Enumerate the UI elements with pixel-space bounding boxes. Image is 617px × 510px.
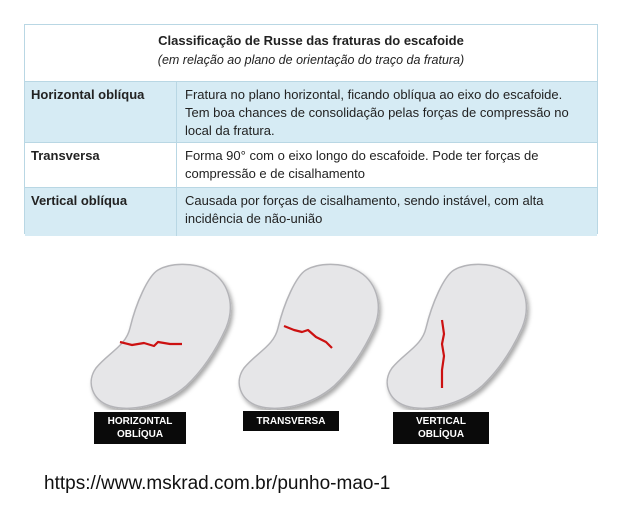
source-url: https://www.mskrad.com.br/punho-mao-1 [44, 473, 391, 494]
table-title: Classificação de Russe das fraturas do escafoide [158, 33, 464, 48]
fracture-type-cell: Transversa [25, 143, 177, 187]
fracture-type-cell: Vertical oblíqua [25, 188, 177, 236]
scaphoid-bone-transverse [239, 264, 378, 408]
fracture-description-cell: Fratura no plano horizontal, ficando oblíqua ao eixo do escafoide. Tem boa chances de consolidação pelas forças de compressão no local da fratura. [185, 87, 569, 138]
label-line: VERTICAL [416, 416, 466, 427]
label-line: OBLÍQUA [116, 429, 164, 440]
scaphoid-bone-horizontal-oblique [91, 264, 230, 408]
classification-table [24, 24, 598, 234]
table-header [25, 25, 597, 82]
fracture-description-cell: Causada por forças de cisalhamento, sendo instável, com alta incidência de não-união [185, 193, 544, 226]
table-row [25, 143, 597, 188]
table-subtitle: (em relação ao plano de orientação do traço da fratura) [157, 53, 465, 67]
label-transverse [243, 411, 339, 431]
scaphoid-diagram [0, 250, 617, 410]
scaphoid-illustrations [0, 250, 617, 450]
label-vertical-oblique [393, 412, 489, 444]
table-row [25, 82, 597, 143]
label-line: OBLÍQUA [417, 429, 465, 440]
label-line: TRANSVERSA [256, 415, 326, 427]
label-line: HORIZONTAL [107, 416, 173, 427]
fracture-type-cell: Horizontal oblíqua [25, 82, 177, 142]
scaphoid-bone-vertical-oblique [387, 264, 526, 408]
table-row [25, 188, 597, 236]
label-horizontal-oblique [94, 412, 186, 444]
fracture-description-cell: Forma 90° com o eixo longo do escafoide. Pode ter forças de compressão e de cisalhamento [185, 148, 539, 181]
